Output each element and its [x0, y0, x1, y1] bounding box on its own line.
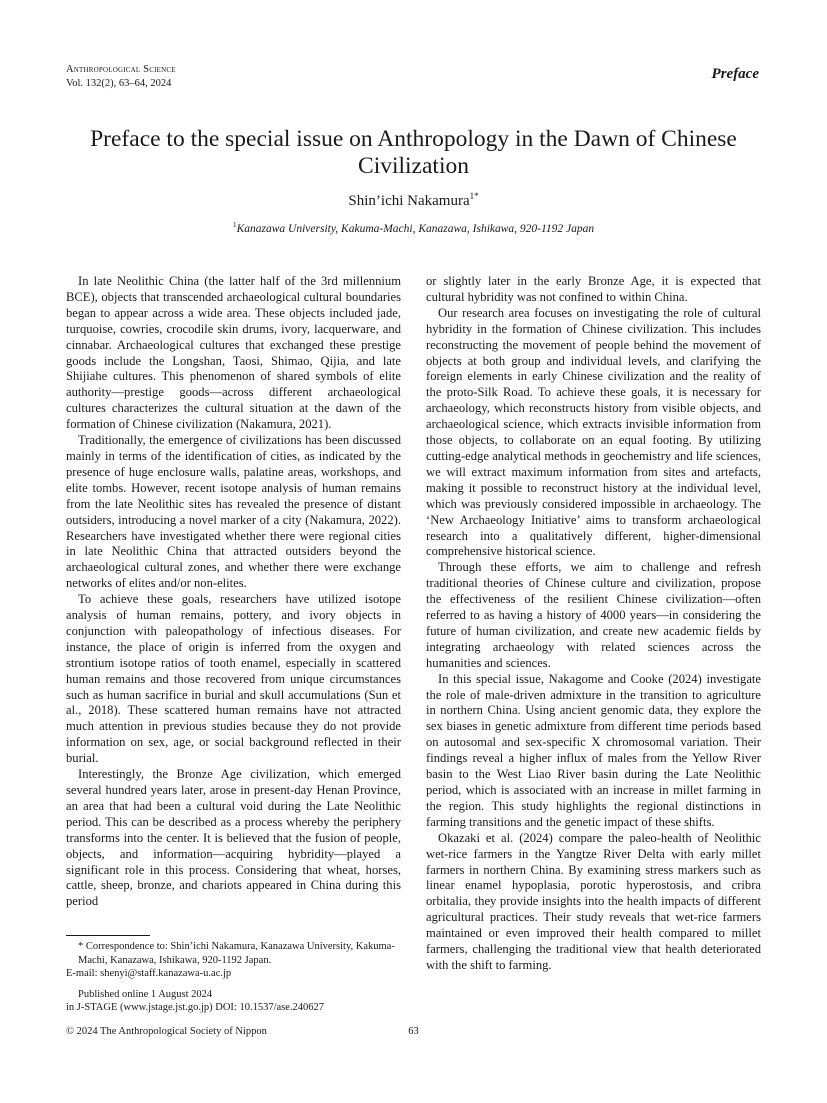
paragraph: In late Neolithic China (the latter half of the 3rd millennium BCE), objects that transcended archaeological cultural boundaries began to appear across a wide area. These objects included jade, turquoise, cowries, crocodile skin drums, ivory, lacquerware, and cinnabar. Archaeological cultures that exchanged these prestige goods include the Longshan, Taosi, Shimao, Qijia, and late Shijiahe cultures. This phenomenon of shared symbols of elite authority—prestige goods—across different archaeological cultures characterizes the cultural situation at the dawn of the formation of Chinese civilization (Nakamura, 2021).: [66, 274, 401, 432]
section-label: Preface: [711, 66, 759, 82]
paragraph: Through these efforts, we aim to challenge and refresh traditional theories of Chinese culture and civilization, propose the effectiveness of the resilient Chinese civilization—often referred to as having a history of 4000 years—in considering the future of human civilization, and create new academic fields by integrating archaeology with related sciences across the humanities and sciences.: [426, 560, 761, 670]
affiliation-superscript: 1: [232, 220, 237, 229]
journal-volume: Vol. 132(2), 63–64, 2024: [66, 78, 172, 89]
jstage-note: in J-STAGE (www.jstage.jst.go.jp) DOI: 10.1537/ase.240627: [66, 1002, 325, 1013]
journal-header: [66, 63, 176, 91]
right-column: [426, 274, 761, 974]
email-note: E-mail: shenyi@staff.kanazawa-u.ac.jp: [66, 968, 232, 979]
left-column: [66, 274, 401, 910]
footnote: [66, 940, 401, 1015]
paragraph: Our research area focuses on investigating the role of cultural hybridity in the formation of Chinese civilization. This includes reconstructing the movement of people behind the movement of objects at both group and individual levels, and clarifying the foreign elements in early Chinese civilization and the reality of the proto-Silk Road. To achieve these goals, it is necessary for archaeology, which reconstructs history from visible objects, and archaeological science, which extracts invisible information from those objects, to collaborate on an equal footing. By utilizing cutting-edge analytical methods in geochemistry and life sciences, we will extract maximum information from sites and artefacts, making it possible to reconstruct history at the individual level, which was previously considered impossible in archaeology. The ‘New Archaeology Initiative’ aims to transform archaeological research into a qualitatively different, higher-dimensional comprehensive historical science.: [426, 305, 761, 559]
article-title: Preface to the special issue on Anthropology in the Dawn of Chinese Civilization: [90, 126, 737, 179]
author-name: Shin’ichi Nakamura: [348, 193, 470, 209]
correspondence-note: * Correspondence to: Shin’ichi Nakamura, Kanazawa University, Kakuma-Machi, Kanazawa, Ishikawa, 920-1192 Japan.: [78, 941, 395, 966]
copyright: © 2024 The Anthropological Society of Nippon: [66, 1026, 267, 1037]
paragraph: To achieve these goals, researchers have utilized isotope analysis of human remains, pottery, and ivory objects in conjunction with paleopathology of infectious diseases. For instance, the place of origin is inferred from the oxygen and strontium isotope ratios of tooth enamel, especially in scattered human remains and those recovered from unique circumstances such as human sacrifice in burial and skull accumulations (Sun et al., 2018). These scattered human remains have not attracted much attention in previous studies because they do not provide information on sex, age, or social background reflected in their burial.: [66, 592, 401, 766]
affiliation: [60, 220, 767, 235]
paragraph-continued: or slightly later in the early Bronze Age, it is expected that cultural hybridity was not confined to within China.: [426, 274, 761, 304]
author-line: [60, 191, 767, 210]
journal-name: Anthropological Science: [66, 64, 176, 75]
paragraph: In this special issue, Nakagome and Cooke (2024) investigate the role of male-driven admixture in the transition to agriculture in northern China. Using ancient genomic data, they explore the sex biases in genetic admixture from different time periods based on autosomal and sex-specific X chromosomal variation. Their findings reveal a higher influx of males from the Yellow River basin to the West Liao River basin during the Late Neolithic period, which is associated with an increase in millet farming in the region. This study highlights the regional distinctions in farming transitions and the genetic impact of these shifts.: [426, 671, 761, 829]
paragraph: Okazaki et al. (2024) compare the paleo-health of Neolithic wet-rice farmers in the Yangtze River Delta with early millet farmers in northern China. By examining stress markers such as linear enamel hypoplasia, porotic hyperostosis, and cribra orbitalia, they provide insights into the health impacts of different agricultural practices. Their study reveals that wet-rice farmers maintained or even improved their health compared to millet farmers, challenging the traditional view that health deteriorated with the shift to farming.: [426, 830, 761, 972]
paragraph: Traditionally, the emergence of civilizations has been discussed mainly in terms of the identification of cities, as indicated by the presence of huge enclosure walls, palatine areas, workshops, and elite tombs. However, recent isotope analysis of human remains from the late Neolithic sites has revealed the presence of distant outsiders, introducing a novel marker of a city (Nakamura, 2022). Researchers have investigated whether there were regional cities in late Neolithic China that attracted outsiders beyond the archaeological cultural zones, and whether there were exchange networks of elites and/or non-elites.: [66, 433, 401, 591]
footnote-divider: [66, 935, 150, 936]
author-superscript: 1*: [469, 191, 479, 201]
page-number: 63: [408, 1026, 419, 1037]
paragraph: Interestingly, the Bronze Age civilization, which emerged several hundred years later, arose in present-day Henan Province, an area that had been a cultural void during the Late Neolithic period. This can be described as a process whereby the periphery transforms into the center. It is believed that the fusion of people, objects, and information—acquiring hybridity—played a significant role in this process. Considering that wheat, horses, cattle, sheep, bronze, and chariots appeared in China during this period: [66, 767, 401, 909]
affiliation-text: Kanazawa University, Kakuma-Machi, Kanazawa, Ishikawa, 920-1192 Japan: [236, 222, 595, 235]
published-note: Published online 1 August 2024: [78, 988, 213, 1000]
